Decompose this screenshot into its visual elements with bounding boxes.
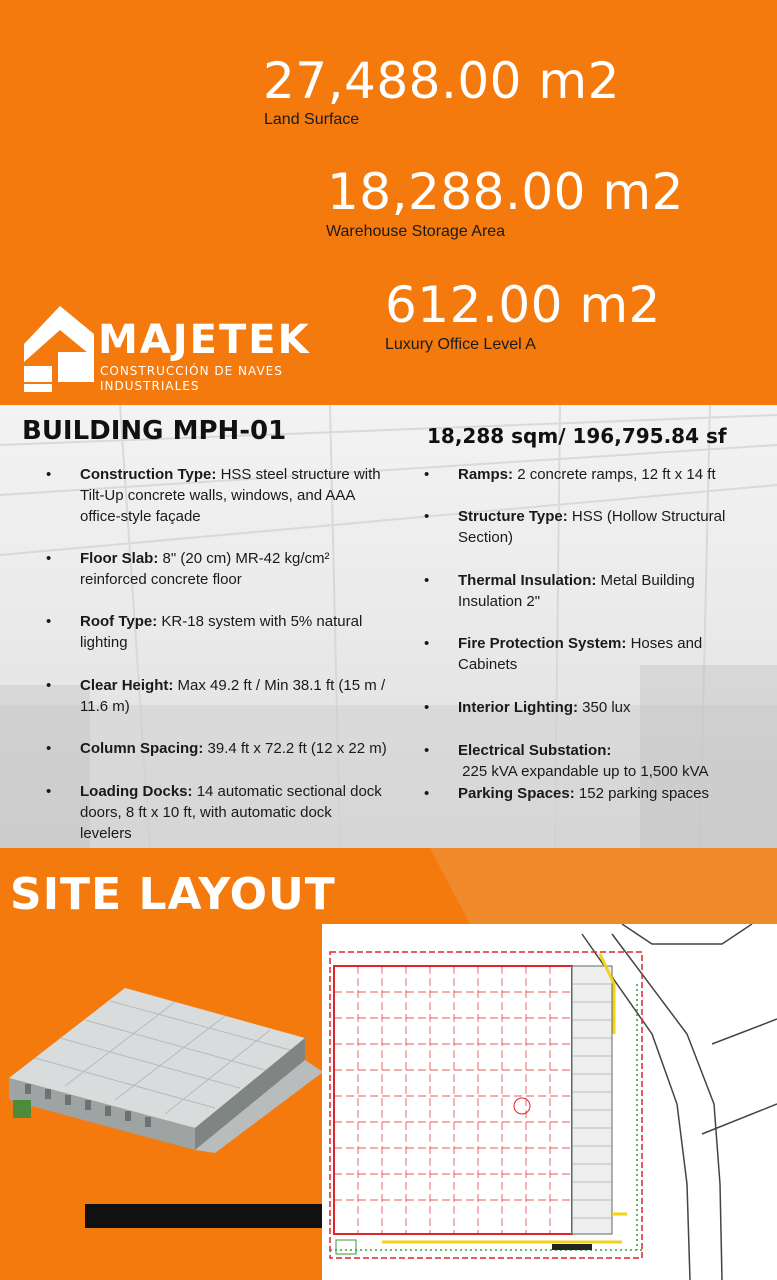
spec-column-spacing: • Column Spacing: 39.4 ft x 72.2 ft (12 x 22 m): [46, 740, 387, 757]
warehouse-area-label: Warehouse Storage Area: [326, 223, 506, 240]
building-spec-panel: [0, 405, 777, 848]
office-area-label: Luxury Office Level A: [385, 336, 536, 353]
spec-loading-docks: • Loading Docks: 14 automatic sectional dock doors, 8 ft x 10 ft, with automatic dock levelers: [46, 783, 382, 842]
land-surface-label: Land Surface: [264, 111, 360, 128]
spec-floor-slab: • Floor Slab: 8" (20 cm) MR-42 kg/cm² reinforced concrete floor: [46, 550, 330, 588]
warehouse-area-value: 18,288.00 m2: [327, 163, 684, 221]
spec-roof-type: • Roof Type: KR-18 system with 5% natural lighting: [46, 613, 363, 651]
logo-wordmark: MAJETEK: [98, 317, 311, 363]
logo-tagline-line1: CONSTRUCCIÓN DE NAVES: [100, 364, 283, 378]
hero-stats-panel: [0, 0, 777, 405]
site-plan-drawing-icon: [322, 924, 777, 1280]
site-layout-panel: [0, 848, 777, 1280]
spec-construction-type: • Construction Type: HSS steel structure with Tilt-Up concrete walls, windows, and AAA office-style façade: [46, 466, 381, 525]
office-area-value: 612.00 m2: [385, 276, 661, 334]
building-title: BUILDING MPH-01: [22, 416, 287, 446]
spec-electrical-substation: • Electrical Substation: 225 kVA expandable up to 1,500 kVA: [424, 742, 709, 780]
spec-interior-lighting: • Interior Lighting: 350 lux: [424, 699, 631, 716]
spec-clear-height: • Clear Height: Max 49.2 ft / Min 38.1 ft (15 m / 11.6 m): [46, 677, 386, 715]
spec-thermal-insulation: • Thermal Insulation: Metal Building Insulation 2": [424, 572, 695, 610]
spec-parking-spaces: • Parking Spaces: 152 parking spaces: [424, 785, 709, 802]
spec-ramps: • Ramps: 2 concrete ramps, 12 ft x 14 ft: [424, 466, 716, 483]
decorative-black-bar: [85, 1204, 325, 1228]
building-area: 18,288 sqm/ 196,795.84 sf: [427, 424, 727, 448]
spec-fire-protection: • Fire Protection System: Hoses and Cabinets: [424, 635, 703, 673]
logo-tagline-line2: INDUSTRIALES: [100, 379, 200, 393]
site-layout-title: SITE LAYOUT: [10, 869, 336, 920]
land-surface-value: 27,488.00 m2: [263, 52, 620, 110]
building-3d-render-icon: [5, 968, 325, 1153]
spec-structure-type: • Structure Type: HSS (Hollow Structural Section): [424, 508, 726, 546]
